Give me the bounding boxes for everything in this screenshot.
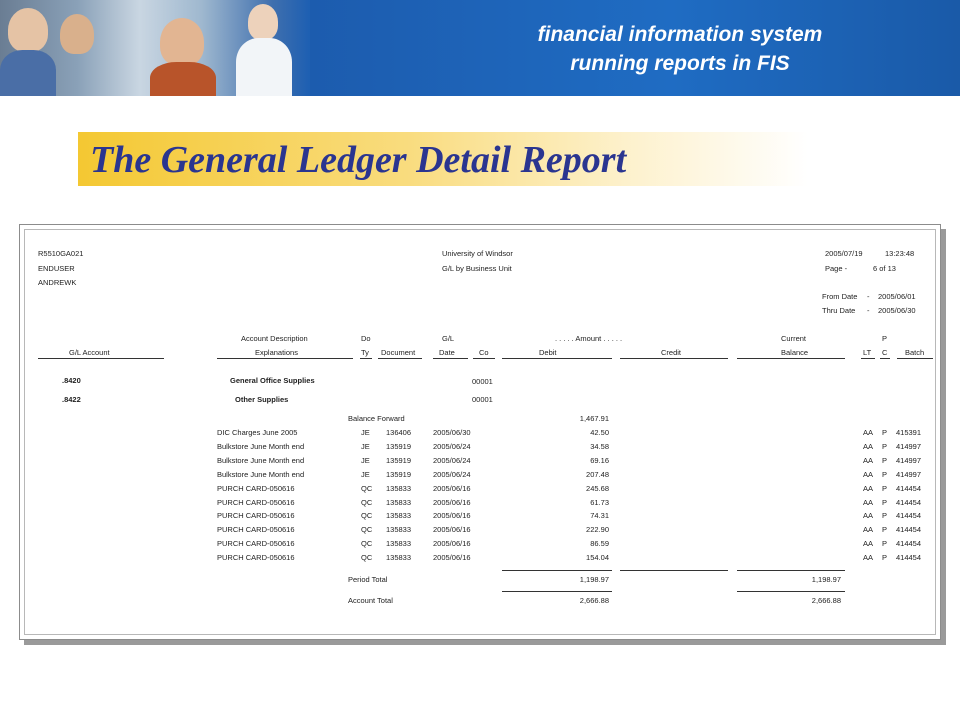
header-current: Current: [781, 334, 807, 343]
balance-account-rule: [737, 591, 845, 592]
row-document: 135919: [386, 441, 412, 451]
balance-forward-value: 1,467.91: [579, 414, 609, 423]
thru-date-sep: -: [867, 306, 870, 315]
run-date: 2005/07/19: [825, 249, 863, 258]
row-date: 2005/06/16: [433, 525, 471, 535]
row-batch: 414454: [896, 497, 922, 507]
header-date: Date: [439, 348, 455, 357]
row-doc-type: JE: [361, 428, 370, 437]
underline-date: [433, 358, 468, 359]
row-date: 2005/06/24: [433, 469, 471, 479]
row-explanation: Bulkstore June Month end: [217, 469, 305, 479]
row-posted-code: P: [882, 483, 888, 493]
banner-person-3: [160, 18, 204, 66]
row-document: 135833: [386, 511, 412, 521]
underline-debit: [502, 358, 612, 359]
account-total-balance: 2,666.88: [811, 596, 841, 605]
row-date: 2005/06/16: [433, 539, 471, 549]
row-debit: 86.59: [590, 539, 609, 549]
row-batch: 414997: [896, 441, 922, 451]
header-gl-account: G/L Account: [69, 348, 110, 357]
account-description: Other Supplies: [235, 395, 289, 404]
header-credit: Credit: [661, 348, 682, 357]
header-batch: Batch: [905, 348, 925, 357]
header-ty: Ty: [361, 348, 369, 357]
row-doc-type: JE: [361, 441, 370, 451]
period-total-debit: 1,198.97: [579, 575, 609, 584]
banner-shirt-2: [0, 50, 56, 96]
page-label: Page -: [825, 264, 848, 273]
row-batch: 415391: [896, 428, 922, 437]
row-ledger-type: AA: [863, 525, 874, 535]
row-batch: 414454: [896, 539, 922, 549]
row-debit: 207.48: [586, 469, 609, 479]
row-date: 2005/06/16: [433, 511, 471, 521]
account-description: General Office Supplies: [230, 376, 315, 385]
row-document: 136406: [386, 428, 412, 437]
header-debit: Debit: [539, 348, 557, 357]
row-posted-code: P: [882, 469, 888, 479]
row-posted-code: P: [882, 525, 888, 535]
from-date-label: From Date: [822, 292, 858, 301]
row-ledger-type: AA: [863, 469, 874, 479]
row-document: 135833: [386, 553, 412, 563]
row-explanation: PURCH CARD-050616: [217, 511, 295, 521]
row-explanation: PURCH CARD-050616: [217, 497, 295, 507]
thru-date-label: Thru Date: [822, 306, 856, 315]
run-time: 13:23:48: [885, 249, 915, 258]
row-doc-type: JE: [361, 455, 370, 465]
row-ledger-type: AA: [863, 441, 874, 451]
banner-title-line2: running reports in FIS: [570, 52, 790, 75]
underline-balance: [737, 358, 845, 359]
row-document: 135833: [386, 497, 412, 507]
slide-title: The General Ledger Detail Report: [90, 139, 627, 181]
row-explanation: PURCH CARD-050616: [217, 539, 295, 549]
banner-shirt: [150, 62, 216, 96]
account-company: 00001: [472, 395, 493, 404]
row-doc-type: QC: [361, 539, 373, 549]
account-total-label: Account Total: [348, 596, 393, 605]
row-doc-type: QC: [361, 525, 373, 535]
banner-coat: [236, 38, 292, 96]
header-p: P: [882, 334, 888, 343]
row-posted-code: P: [882, 511, 888, 521]
row-document: 135833: [386, 539, 412, 549]
row-posted-code: P: [882, 539, 888, 549]
row-document: 135919: [386, 469, 412, 479]
underline-document: [378, 358, 422, 359]
report-page: [24, 229, 936, 635]
underline-explanations: [217, 358, 353, 359]
account-number: .8422: [62, 395, 81, 404]
banner-person-4: [248, 4, 278, 40]
organization: University of Windsor: [442, 249, 513, 258]
row-posted-code: P: [882, 553, 888, 563]
row-posted-code: P: [882, 497, 888, 507]
underline-ty: [360, 358, 372, 359]
row-ledger-type: AA: [863, 511, 874, 521]
row-debit: 61.73: [590, 497, 609, 507]
from-date: 2005/06/01: [878, 292, 916, 301]
row-debit: 69.16: [590, 455, 609, 465]
row-batch: 414454: [896, 511, 922, 521]
row-explanation: PURCH CARD-050616: [217, 483, 295, 493]
report-frame: [19, 224, 941, 640]
row-explanation: Bulkstore June Month end: [217, 441, 305, 451]
row-ledger-type: AA: [863, 455, 874, 465]
row-batch: 414997: [896, 469, 922, 479]
header-explanations: Explanations: [255, 348, 298, 357]
banner-title-line1: financial information system: [537, 23, 823, 46]
row-explanation: Bulkstore June Month end: [217, 455, 305, 465]
row-posted-code: P: [882, 455, 888, 465]
row-ledger-type: AA: [863, 497, 874, 507]
row-document: 135833: [386, 525, 412, 535]
row-ledger-type: AA: [863, 483, 874, 493]
account-company: 00001: [472, 377, 493, 386]
header-do: Do: [361, 334, 371, 343]
row-debit: 154.04: [586, 553, 609, 563]
row-debit: 74.31: [590, 511, 609, 521]
row-debit: 42.50: [590, 428, 609, 437]
header-co: Co: [479, 348, 489, 357]
from-date-sep: -: [867, 292, 870, 301]
account-total-debit: 2,666.88: [579, 596, 609, 605]
row-document: 135919: [386, 455, 412, 465]
header-amount: . . . . . Amount . . . . .: [555, 334, 623, 343]
header-c: C: [882, 348, 888, 357]
row-batch: 414454: [896, 483, 922, 493]
row-batch: 414454: [896, 553, 922, 563]
user-id: ENDUSER: [38, 264, 75, 273]
underline-gl-account: [38, 358, 164, 359]
row-ledger-type: AA: [863, 428, 874, 437]
balance-forward-label: Balance Forward: [348, 414, 405, 423]
period-total-balance: 1,198.97: [811, 575, 841, 584]
row-doc-type: JE: [361, 469, 370, 479]
row-date: 2005/06/16: [433, 497, 471, 507]
underline-batch: [897, 358, 933, 359]
row-doc-type: QC: [361, 553, 373, 563]
underline-co: [473, 358, 495, 359]
debit-account-rule: [502, 591, 612, 592]
row-date: 2005/06/16: [433, 483, 471, 493]
row-date: 2005/06/16: [433, 553, 471, 563]
row-debit: 34.58: [590, 441, 609, 451]
row-doc-type: QC: [361, 483, 373, 493]
row-document: 135833: [386, 483, 412, 493]
banner-person-2: [60, 14, 94, 54]
row-ledger-type: AA: [863, 539, 874, 549]
header-balance: Balance: [781, 348, 809, 357]
header-gl: G/L: [442, 334, 455, 343]
row-batch: 414454: [896, 525, 922, 535]
underline-lt: [861, 358, 875, 359]
header-account-description: Account Description: [241, 334, 308, 343]
header-document: Document: [381, 348, 416, 357]
account-number: .8420: [62, 376, 81, 385]
row-debit: 222.90: [586, 525, 609, 535]
underline-c: [880, 358, 890, 359]
row-posted-code: P: [882, 441, 888, 451]
row-doc-type: QC: [361, 511, 373, 521]
header-lt: LT: [863, 348, 872, 357]
balance-total-rule: [737, 570, 845, 571]
row-explanation: DIC Charges June 2005: [217, 428, 298, 437]
banner-title: [390, 20, 960, 78]
row-explanation: PURCH CARD-050616: [217, 553, 295, 563]
row-explanation: PURCH CARD-050616: [217, 525, 295, 535]
row-date: 2005/06/24: [433, 441, 471, 451]
banner-photo: [0, 0, 310, 96]
report-name: G/L by Business Unit: [442, 264, 512, 273]
row-doc-type: QC: [361, 497, 373, 507]
program-id: R5510GA021: [38, 249, 84, 258]
thru-date: 2005/06/30: [878, 306, 916, 315]
header-banner: [0, 0, 960, 96]
row-batch: 414997: [896, 455, 922, 465]
row-posted-code: P: [882, 428, 888, 437]
banner-person-1: [8, 8, 48, 52]
period-total-label: Period Total: [348, 575, 388, 584]
page-value: 6 of 13: [873, 264, 896, 273]
debit-total-rule: [502, 570, 612, 571]
row-debit: 245.68: [586, 483, 609, 493]
row-ledger-type: AA: [863, 553, 874, 563]
user-name: ANDREWK: [38, 278, 77, 287]
credit-total-rule: [620, 570, 728, 571]
row-date: 2005/06/24: [433, 455, 471, 465]
underline-credit: [620, 358, 728, 359]
row-date: 2005/06/30: [433, 428, 471, 437]
